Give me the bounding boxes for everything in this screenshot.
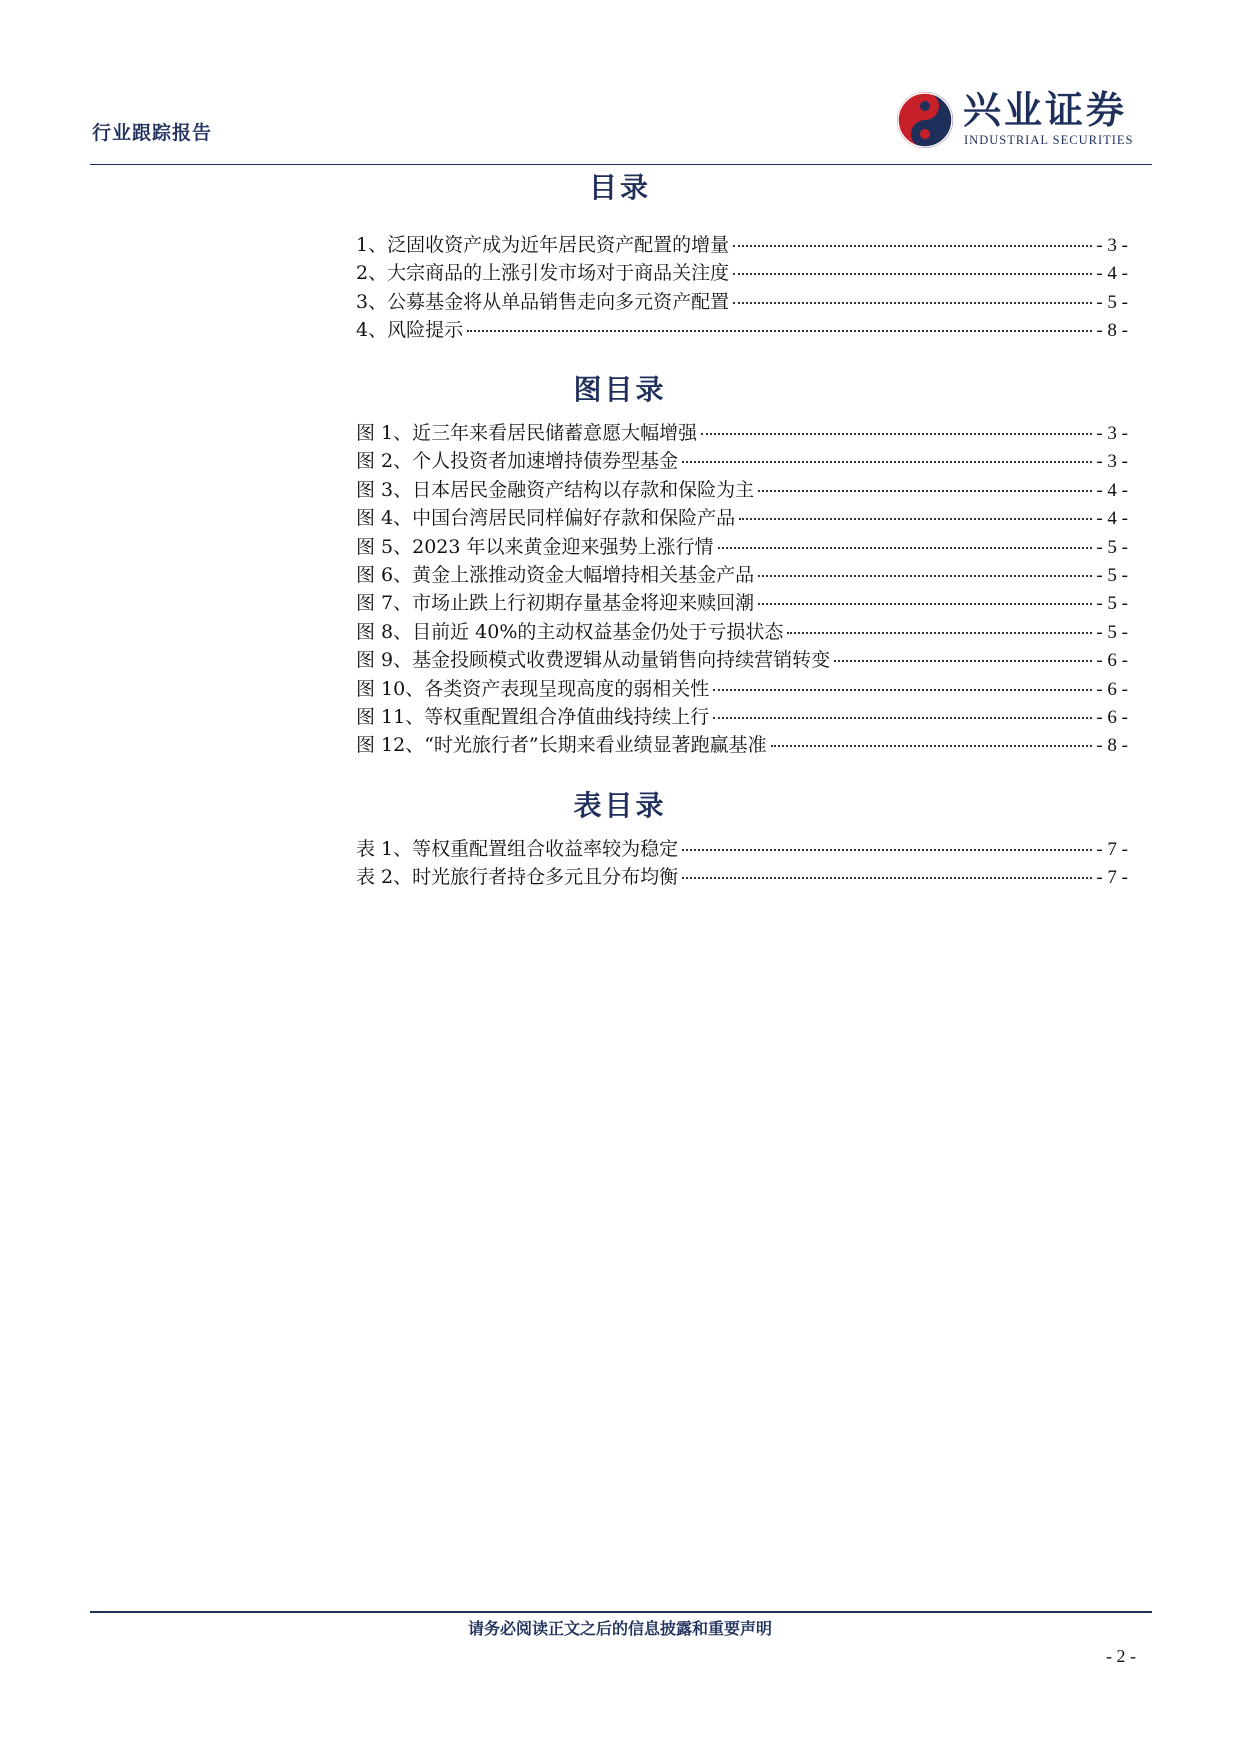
company-logo [895, 88, 1157, 154]
footer-divider [90, 1611, 1152, 1613]
figure-entry-page: - 5 - [1096, 593, 1128, 615]
figure-entry-label: 图 6、黄金上涨推动资金大幅增持相关基金产品 [356, 563, 755, 586]
figure-entry[interactable] [356, 702, 1128, 730]
leader-dots [758, 575, 1092, 577]
figure-entry-page: - 5 - [1096, 536, 1128, 558]
figure-entry[interactable] [356, 532, 1128, 560]
figure-entry[interactable] [356, 730, 1128, 758]
figure-entry-label: 图 7、市场止跌上行初期存量基金将迎来赎回潮 [356, 592, 755, 615]
figure-entry-label: 图 11、等权重配置组合净值曲线持续上行 [356, 705, 710, 728]
toc-entry-label: 1、泛固收资产成为近年居民资产配置的增量 [356, 234, 730, 256]
figure-entry-page: - 6 - [1096, 706, 1128, 728]
figures-list [356, 418, 1128, 759]
figure-entry-page: - 3 - [1096, 423, 1128, 444]
leader-dots [739, 518, 1092, 520]
leader-dots [718, 547, 1093, 549]
figure-entry-label: 图 12、“时光旅行者”长期来看业绩显著跑赢基准 [356, 734, 767, 757]
figure-entry-page: - 6 - [1096, 650, 1128, 672]
figure-entry-label: 图 1、近三年来看居民储蓄意愿大幅增强 [356, 422, 698, 444]
table-entry[interactable] [356, 834, 1128, 862]
figure-entry-page: - 5 - [1096, 564, 1128, 586]
leader-dots [701, 433, 1092, 435]
report-type-label: 行业跟踪报告 [92, 122, 213, 144]
figure-entry[interactable] [356, 617, 1128, 645]
leader-dots [771, 745, 1093, 747]
figure-entry[interactable] [356, 560, 1128, 588]
toc-entry-page: - 5 - [1096, 291, 1128, 313]
toc-entry-label: 4、风险提示 [356, 319, 464, 342]
toc-entry[interactable] [356, 230, 1128, 258]
disclaimer-notice: 请务必阅读正文之后的信息披露和重要声明 [467, 1619, 772, 1638]
figure-entry-page: - 3 - [1096, 451, 1128, 473]
table-entry[interactable] [356, 862, 1128, 890]
figure-entry[interactable] [356, 446, 1128, 474]
tables-list [356, 834, 1128, 891]
toc-entry-page: - 3 - [1096, 235, 1128, 256]
figure-entry-label: 图 9、基金投顾模式收费逻辑从动量销售向持续营销转变 [356, 649, 831, 672]
figure-entry-label: 图 2、个人投资者加速增持债券型基金 [356, 450, 679, 473]
table-entry-label: 表 1、等权重配置组合收益率较为稳定 [356, 838, 679, 860]
table-entry-label: 表 2、时光旅行者持仓多元且分布均衡 [356, 866, 679, 889]
toc-entry-label: 2、大宗商品的上涨引发市场对于商品关注度 [356, 262, 730, 285]
leader-dots [682, 849, 1092, 851]
toc-list [356, 230, 1128, 344]
figure-entry[interactable] [356, 418, 1128, 446]
figure-entry-page: - 5 - [1096, 621, 1128, 643]
figure-entry-label: 图 8、目前近 40%的主动权益基金仍处于亏损状态 [356, 620, 784, 643]
leader-dots [713, 717, 1092, 719]
figures-title: 图目录 [573, 373, 667, 406]
figure-entry-page: - 6 - [1096, 678, 1128, 700]
figure-entry-page: - 4 - [1096, 508, 1128, 530]
logo-mark-icon [895, 90, 955, 150]
leader-dots [787, 632, 1092, 634]
page-number: - 2 - [1106, 1646, 1136, 1666]
leader-dots [733, 302, 1092, 304]
leader-dots [834, 660, 1092, 662]
toc-entry-page: - 4 - [1096, 263, 1128, 285]
leader-dots [467, 330, 1092, 332]
leader-dots [758, 603, 1092, 605]
figure-entry[interactable] [356, 588, 1128, 616]
toc-title: 目录 [588, 171, 651, 204]
leader-dots [682, 877, 1092, 879]
leader-dots [758, 490, 1092, 492]
figure-entry-page: - 4 - [1096, 479, 1128, 501]
figure-entry-label: 图 10、各类资产表现呈现高度的弱相关性 [356, 677, 710, 700]
toc-entry-label: 3、公募基金将从单品销售走向多元资产配置 [356, 290, 730, 313]
figure-entry[interactable] [356, 475, 1128, 503]
logo-chinese-name: 兴业证券 [963, 88, 1128, 132]
toc-entry-page: - 8 - [1096, 320, 1128, 342]
leader-dots [733, 273, 1092, 275]
figure-entry-label: 图 4、中国台湾居民同样偏好存款和保险产品 [356, 507, 736, 530]
table-entry-page: - 7 - [1096, 867, 1128, 889]
tables-title: 表目录 [573, 789, 667, 822]
figure-entry-label: 图 5、2023 年以来黄金迎来强势上涨行情 [356, 535, 714, 558]
leader-dots [733, 245, 1092, 247]
figure-entry[interactable] [356, 674, 1128, 702]
toc-entry[interactable] [356, 258, 1128, 286]
toc-entry[interactable] [356, 287, 1128, 315]
header-divider [90, 164, 1152, 165]
figure-entry-page: - 8 - [1096, 735, 1128, 757]
figure-entry-label: 图 3、日本居民金融资产结构以存款和保险为主 [356, 478, 755, 501]
figure-entry[interactable] [356, 645, 1128, 673]
leader-dots [713, 689, 1092, 691]
leader-dots [682, 461, 1092, 463]
logo-english-name: INDUSTRIAL SECURITIES [964, 133, 1134, 147]
toc-entry[interactable] [356, 315, 1128, 343]
table-entry-page: - 7 - [1096, 839, 1128, 860]
figure-entry[interactable] [356, 503, 1128, 531]
